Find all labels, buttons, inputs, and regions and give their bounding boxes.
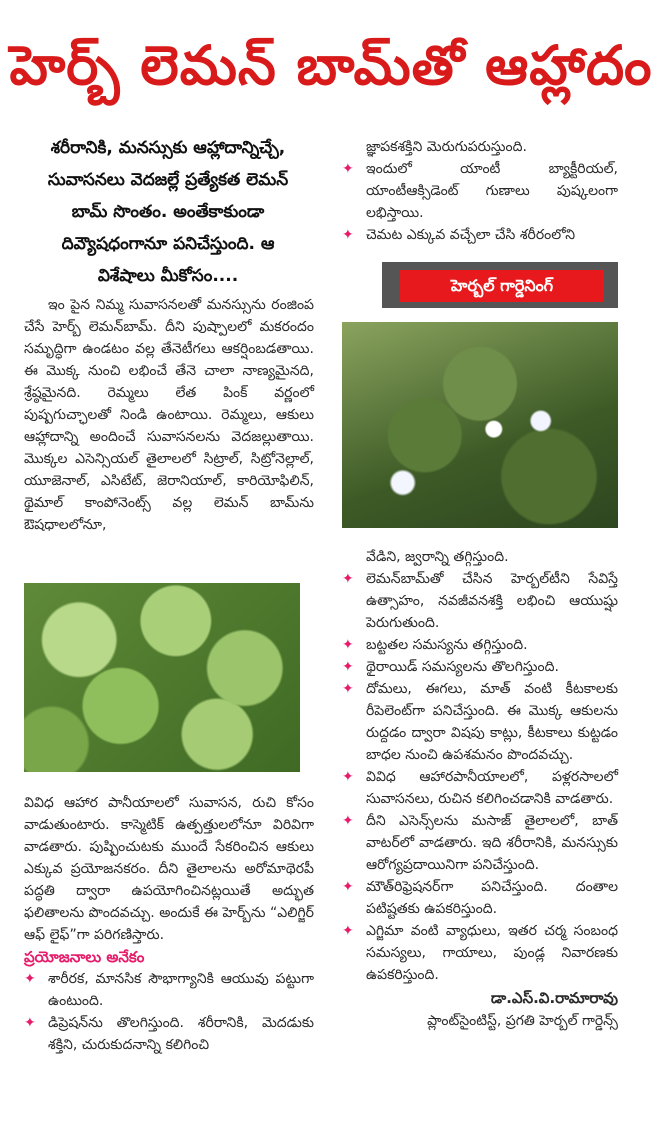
list-item: ✦ వివిధ ఆహారపానీయాలలో, పళ్లరసాలలో సువాసనలు, రుచిన కలిగించడానికి వాడతారు.: [342, 766, 618, 810]
list-item: ✦ థైరాయిడ్‌ సమస్యలను తొలగిస్తుంది.: [342, 656, 618, 678]
diamond-bullet-icon: ✦: [342, 161, 354, 177]
continued-text: జ్ఞాపకశక్తిని మెరుగుపరుస్తుంది.: [366, 139, 527, 155]
right-column-top: [342, 136, 618, 246]
lemon-balm-flower-photo: [342, 322, 618, 528]
diamond-bullet-icon: ✦: [342, 637, 354, 653]
diamond-bullet-icon: ✦: [342, 879, 354, 895]
diamond-bullet-icon: ✦: [342, 681, 354, 697]
list-item: ✦ మౌత్‌రిఫ్రెషనర్‌గా పనిచేస్తుంది. దంతాల పటిష్టతకు ఉపకరిస్తుంది.: [342, 876, 618, 920]
list-item: ✦ ఇందులో యాంటీ బ్యాక్టీరియల్‌, యాంటీఆక్సిడెంట్‌ గుణాలు పుష్కలంగా లభిస్తాయి.: [342, 158, 618, 224]
banner-label: హెర్బల్‌ గార్డెనింగ్‌: [400, 270, 604, 302]
diamond-bullet-icon: ✦: [24, 971, 36, 987]
diamond-bullet-icon: ✦: [342, 571, 354, 587]
benefits-list: [342, 568, 618, 986]
list-item: ✦ దోమలు, ఈగలు, మాత్‌ వంటి కీటకాలకు రీపెలెంట్‌గా పనిచేస్తుంది. ఈ మొక్క ఆకులను రుద్దడం ద్వారా విషపు కాట్లు, కీటకాలు కుట్టడం బాధల నుంచి ఉపశమనం పొందవచ్చు.: [342, 678, 618, 766]
body-paragraph: వివిధ ఆహార పానీయాలలో సువాసన, రుచి కోసం వాడుతుంటారు. కాస్మెటిక్‌ ఉత్పత్తులలోనూ విరివిగా వాడతారు. పుష్పించుటకు ముందే సేకరించిన ఆకులు ఎక్కువ ప్రయోజనకరం. దీని తైలాలను అరోమాథెరపీ పద్ధతి ద్వారా ఉపయోగించినట్లయితే అద్భుత ఫలితాలను పొందవచ్చు. అందుకే ఈ హెర్బ్‌ను “ఎలిగ్జిర్‌ ఆఫ్‌ లైఫ్‌”గా పరిగణిస్తారు.: [24, 795, 314, 943]
list-item: ✦ లెమన్‌బామ్‌తో చేసిన హెర్బల్‌టీని సేవిస్తే ఉత్సాహం, నవజీవనశక్తి లభించి ఆయుష్షు పెరుగుతుంది.: [342, 568, 618, 634]
list-item: ✦ శారీరక, మానసిక సౌభాగ్యానికి ఆయువు పట్టుగా ఉంటుంది.: [24, 968, 314, 1012]
list-item: ✦ చెమట ఎక్కువ వచ్చేలా చేసి శరీరంలోని: [342, 224, 618, 246]
intro-line: శరీరానికి, మనస్సుకు ఆహ్లాదాన్నిచ్చే,: [50, 138, 286, 158]
intro-line: బామ్‌ సొంతం. అంతేకాకుండా: [71, 202, 265, 222]
body-paragraph: ఇం పైన నిమ్మ సువాసనలతో మనస్సును రంజింప చేసే హెర్బ్‌ లెమన్‌బామ్‌. దీని పుష్పాలలో మకరందం సమృద్ధిగా ఉండటం వల్ల తేనెటీగలు ఆకర్షింబడతాయి. ఈ మొక్క నుంచి లభించే తేనె చాలా నాణ్యమైనది, శ్రేష్ఠమైనది. రెమ్మలు లేత పింక్‌ వర్ణంలో పుష్పగుచ్ఛాలతో నిండి ఉంటాయి. రెమ్మలు, ఆకులు ఆహ్లాదాన్ని అందించే సువాసనలను వెదజల్లుతాయి. మొక్కల ఎసెన్సియల్‌ తైలాలలో సిట్రాల్‌, సిట్రోనెల్లాల్‌, యూజెనాల్‌, ఎసిటేట్‌, జెరానియాల్‌, కారియోఫిలిన్‌, థైమాల్‌ కాంపోనెంట్స్‌ వల్ల లెమన్‌ బామ్‌ను ఔషధాలలోనూ,: [24, 297, 314, 533]
list-item: ✦ డిప్రెషన్‌ను తొలగిస్తుంది. శరీరానికి, మెదడుకు శక్తిని, చురుకుదనాన్ని కలిగించి: [24, 1012, 314, 1056]
right-column-bottom: [342, 546, 618, 1032]
left-column-bottom: [24, 792, 314, 1056]
benefits-heading: ప్రయోజనాలు అనేకం: [24, 948, 145, 966]
benefits-list: [24, 968, 314, 1056]
diamond-bullet-icon: ✦: [342, 923, 354, 939]
diamond-bullet-icon: ✦: [342, 769, 354, 785]
diamond-bullet-icon: ✦: [342, 813, 354, 829]
author-name: డా.ఎస్‌.వి.రామారావు: [490, 989, 618, 1007]
author-title: ప్లాంట్‌సైంటిస్ట్‌, ప్రగతి హెర్బల్‌ గార్డెన్స్‌: [427, 1013, 618, 1029]
headline: హెర్బ్‌ లెమన్‌ బామ్‌తో ఆహ్లాదం: [9, 34, 653, 97]
intro-line: విశేషాలు మీకోసం....: [97, 266, 239, 286]
list-item: ✦ బట్టతల సమస్యను తగ్గిస్తుంది.: [342, 634, 618, 656]
list-item: ✦ దీని ఎసెన్స్‌లను మసాజ్‌ తైలాలలో, బాత్‌ వాటర్‌లో వాడతారు. ఇది శరీరానికి, మనస్సుకు ఆరోగ్యప్రదాయినిగా పనిచేస్తుంది.: [342, 810, 618, 876]
intro-text: [18, 132, 318, 292]
list-item: ✦ ఎగ్జిమా వంటి వ్యాధులు, ఇతర చర్మ సంబంధ సమస్యలు, గాయాలు, పుండ్ల నివారణకు ఉపకరిస్తుంది.: [342, 920, 618, 986]
left-column-top: [24, 294, 314, 536]
benefits-list: [342, 158, 618, 246]
lemon-balm-leaves-photo: [24, 583, 300, 772]
intro-line: దివ్యౌషధంగానూ పనిచేస్తుంది. ఆ: [61, 234, 275, 254]
diamond-bullet-icon: ✦: [342, 227, 354, 243]
intro-line: సువాసనలు వెదజల్లే ప్రత్యేకత లెమన్‌: [47, 170, 289, 190]
section-banner: [382, 262, 618, 308]
diamond-bullet-icon: ✦: [24, 1015, 36, 1031]
diamond-bullet-icon: ✦: [342, 659, 354, 675]
continued-text: వేడిని, జ్వరాన్ని తగ్గిస్తుంది.: [366, 549, 509, 565]
